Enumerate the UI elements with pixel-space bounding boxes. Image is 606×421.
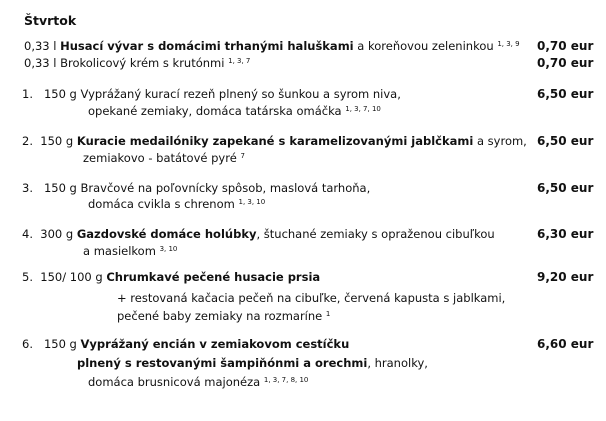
soup-2-qty: 0,33 l — [24, 56, 57, 70]
item-3-price: 6,50 eur — [537, 181, 594, 195]
soup-1-price: 0,70 eur — [537, 39, 594, 53]
item-4-line1: 4. 300 g Gazdovské domáce holúbky, štuchané zemiaky s opraženou cibuľkou — [22, 227, 495, 241]
soup-1-allergens: 1, 3, 9 — [497, 40, 520, 48]
soup-2 — [24, 56, 250, 70]
item-2-line2: zemiakovo - batátové pyré $^7$ — [83, 151, 245, 165]
item-5-price: 9,20 eur — [537, 270, 594, 284]
item-3-line1: 3. 150 g Bravčové na poľovnícky spôsob, maslová tarhoňa, — [22, 181, 371, 195]
item-5-line2: + restovaná kačacia pečeň na cibuľke, červená kapusta s jablkami, — [117, 291, 506, 305]
soup-2-price: 0,70 eur — [537, 56, 594, 70]
item-6-line1: 6. 150 g Vyprážaný encián v zemiakovom cestíčku — [22, 337, 350, 351]
item-1-line2: opekané zemiaky, domáca tatárska omáčka $^{1, 3, 7, 10}$ — [88, 104, 381, 118]
item-5-line1: 5. 150/ 100 g Chrumkavé pečené husacie prsia — [22, 270, 321, 284]
item-3-line2: domáca cvikla s chrenom $^{1, 3, 10}$ — [88, 197, 266, 211]
soup-1-qty: 0,33 l — [24, 39, 57, 53]
item-6-line2: plnený s restovanými šampiňónmi a orechmi, hranolky, — [77, 356, 428, 370]
item-4-line2: a masielkom $^{3, 10}$ — [83, 244, 178, 258]
item-4-price: 6,30 eur — [537, 227, 594, 241]
item-1-price: 6,50 eur — [537, 87, 594, 101]
soup-1 — [24, 39, 520, 53]
item-6-price: 6,60 eur — [537, 337, 594, 351]
day-heading: Štvrtok — [24, 13, 77, 28]
item-2-line1: 2. 150 g Kuracie medailóniky zapekané s karamelizovanými jablčkami a syrom, — [22, 134, 527, 148]
soup-1-name: Husací vývar s domácimi trhanými haluškami — [60, 39, 354, 53]
item-1-line1: 1. 150 g Vyprážaný kurací rezeň plnený so šunkou a syrom niva, — [22, 87, 401, 101]
soup-2-allergens: 1, 3, 7 — [228, 57, 251, 65]
item-6-line3: domáca brusnicová majonéza $^{1, 3, 7, 8, 10}$ — [88, 375, 309, 389]
item-5-line3: pečené baby zemiaky na rozmaríne $^1$ — [117, 309, 331, 323]
soup-2-name: Brokolicový krém s krutónmi — [60, 56, 225, 70]
soup-1-rest: a koreňovou zeleninkou — [353, 39, 494, 53]
item-2-price: 6,50 eur — [537, 134, 594, 148]
